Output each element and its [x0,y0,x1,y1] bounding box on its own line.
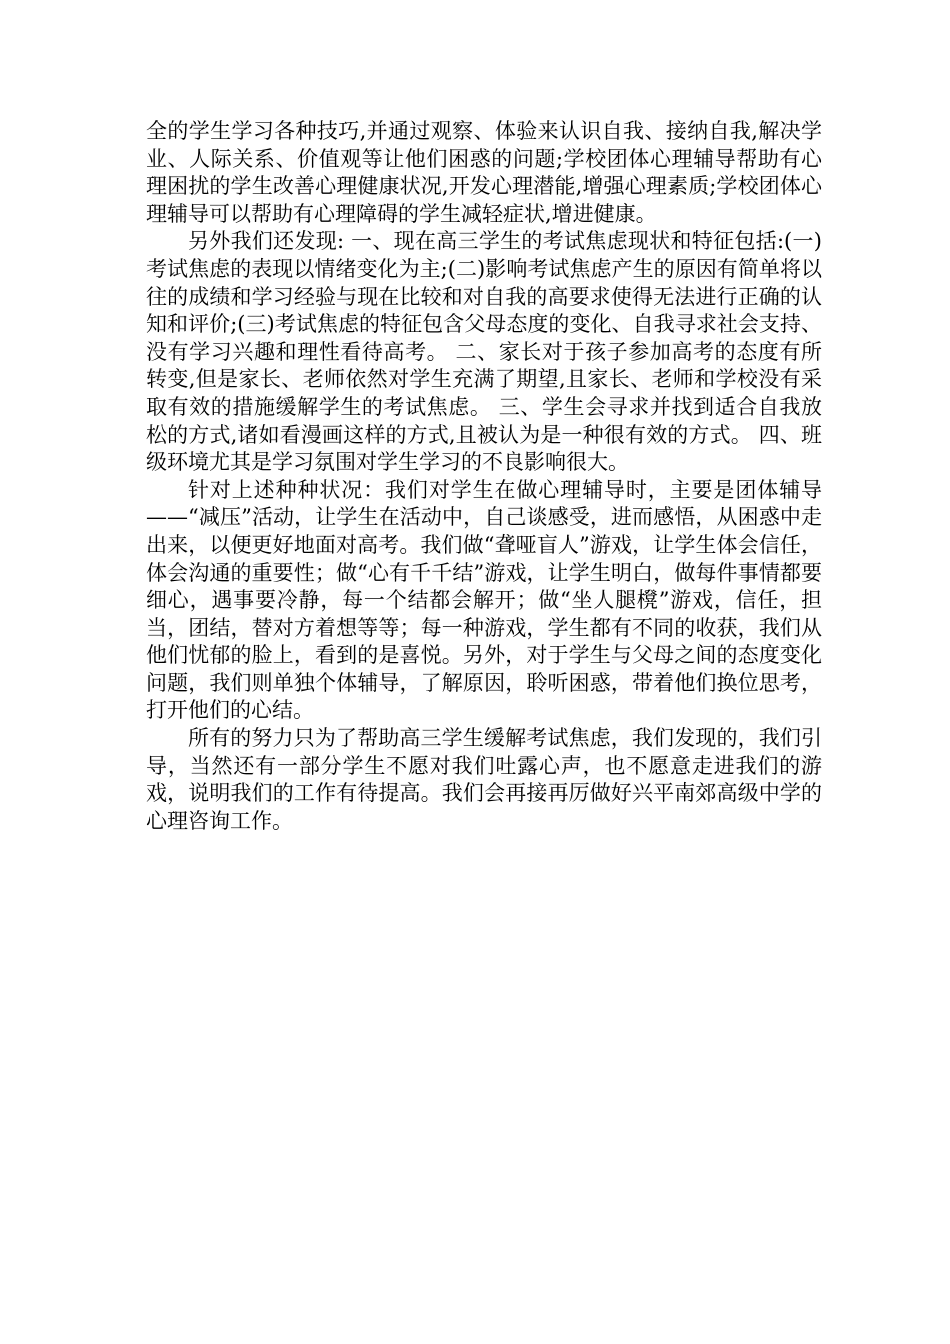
paragraph-continuation: 全的学生学习各种技巧,并通过观察、体验来认识自我、接纳自我,解决学业、人际关系、价值观等让他们困惑的问题;学校团体心理辅导帮助有心理困扰的学生改善心理健康状况,开发心理潜能,增强心理素质;学校团体心理辅导可以帮助有心理障碍的学生减轻症状,增进健康。 [146,119,822,226]
document-page [146,118,822,835]
paragraph-counseling-activities: 针对上述种种状况：我们对学生在做心理辅导时，主要是团体辅导——“减压”活动，让学生在活动中，自己谈感受，进而感悟，从困惑中走出来，以便更好地面对高考。我们做“聋哑盲人”游戏，让学生体会信任，体会沟通的重要性；做“心有千千结”游戏，让学生明白，做每件事情都要细心，遇事要冷静，每一个结都会解开；做“坐人腿櫈”游戏，信任，担当，团结，替对方着想等等；每一种游戏，学生都有不同的收获，我们从他们忧郁的脸上，看到的是喜悦。另外，对于学生与父母之间的态度变化问题，我们则单独个体辅导，了解原因，聆听困惑，带着他们换位思考，打开他们的心结。 [146,477,822,723]
paragraph-findings: 另外我们还发现: 一、现在高三学生的考试焦虑现状和特征包括:(一)考试焦虑的表现以情绪变化为主;(二)影响考试焦虑产生的原因有简单将以往的成绩和学习经验与现在比较和对自我的高要求使得无法进行正确的认知和评价;(三)考试焦虑的特征包含父母态度的变化、自我寻求社会支持、没有学习兴趣和理性看待高考。 二、家长对于孩子参加高考的态度有所转变,但是家长、老师依然对学生充满了期望,且家长、老师和学校没有采取有效的措施缓解学生的考试焦虑。 三、学生会寻求并找到适合自我放松的方式,诸如看漫画这样的方式,且被认为是一种很有效的方式。 四、班级环境尤其是学习氛围对学生学习的不良影响很大。 [146,229,822,475]
paragraph-conclusion: 所有的努力只为了帮助高三学生缓解考试焦虑，我们发现的，我们引导，当然还有一部分学生不愿对我们吐露心声，也不愿意走进我们的游戏，说明我们的工作有待提高。我们会再接再厉做好兴平南郊高级中学的心理咨询工作。 [146,726,822,833]
